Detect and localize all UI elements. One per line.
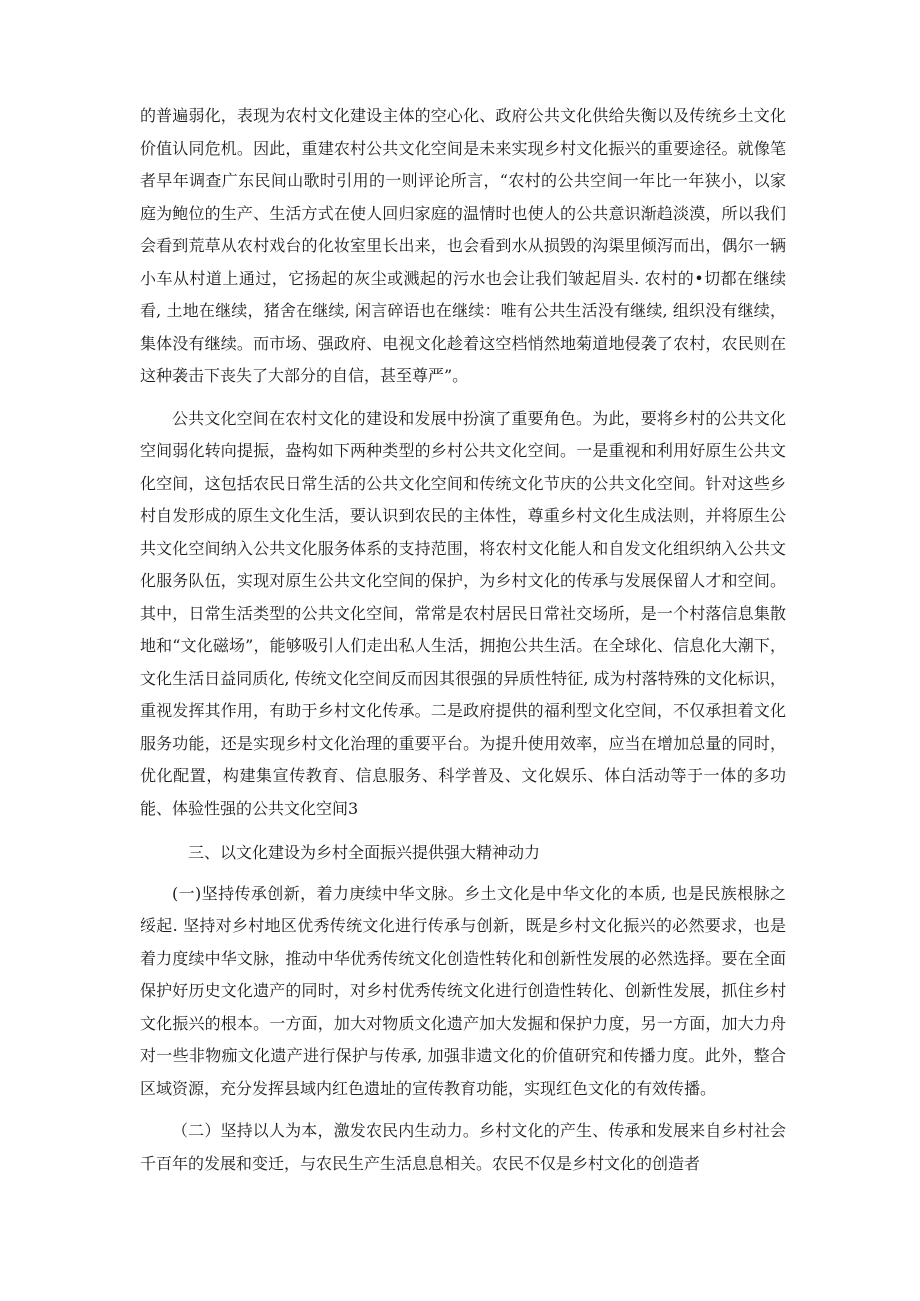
paragraph-public-culture-role: 公共文化空间在农村文化的建设和发展中扮演了重要角色。为此，要将乡村的公共文化空间弱化转向提振，盎构如下两种类型的乡村公共文化空间。一是重视和利用好原生公共文化空间，这包括农民日常生活的公共文化空间和传统文化节庆的公共文化空间。针对这些乡村自发形成的原生文化生活，要认识到农民的主体性，尊重乡村文化生成法则，并将原生公共文化空间纳入公共文化服务体系的支持范围，将农村文化能人和自发文化组织纳入公共文化服务队伍，实现对原生公共文化空间的保护，为乡村文化的传承与发展保留人才和空间。其中，日常生活类型的公共文化空间，常常是农村居民日常社交场所，是一个村落信息集散地和“文化磁场”，能够吸引人们走出私人生活，拥抱公共生活。在全球化、信息化大潮下，文化生活日益同质化, 传统文化空间反而因其很强的异质性特征, 成为村落特殊的文化标识，重视发挥其作用，有助于乡村文化传承。二是政府提供的福利型文化空间，不仅承担着文化服务功能，还是实现乡村文化治理的重要平台。为提升使用效率，应当在增加总量的同时，优化配置，构建集宣传教育、信息服务、科学普及、文化娱乐、体白活动等于一体的多功能、体验性强的公共文化空间3: [140, 408, 786, 818]
paragraph-people-oriented: （二）坚持以人为本，激发农民内生动力。乡村文化的产生、传承和发展来自乡村社会千百年的发展和变迁，与农民生产生活息息相关。农民不仅是乡村文化的创造者: [140, 1121, 786, 1173]
paragraph-gap: [140, 393, 786, 403]
paragraph-inherit-innovate: (一)坚持传承创新，着力庚续中华文脉。乡土文化是中华文化的本质, 也是民族根脉之绥起. 坚持对乡村地区优秀传统文化进行传承与创新，既是乡村文化振兴的必然要求，也是着力度续中华文脉，推动中华优秀传统文化创造性转化和创新性发展的必然选择。要在全面保护好历史文化遗产的同时，对乡村优秀传统文化进行创造性转化、创新性发展，抓住乡村文化振兴的根本。一方面，加大对物质文化遗产加大发掘和保护力度，另一方面，加大力舟对一些非物痂文化遗产进行保护与传承, 加强非遗文化的价值研究和传播力度。此外，整合区域资源，充分发挥县域内红色遗址的宣传教育功能，实现红色文化的有效传播。: [140, 883, 786, 1098]
paragraph-gap: [140, 1105, 786, 1115]
paragraph-rural-public-space: 的普遍弱化，表现为农村文化建设主体的空心化、政府公共文化供给失衡以及传统乡土文化价值认同危机。因此，重建农村公共文化空间是未来实现乡村文化振兴的重要途径。就像笔者早年调查广东民间山歌时引用的一则评论所言，“农村的公共空间一年比一年狭小，以家庭为鲍位的生产、生活方式在使人回归家庭的温情时也使人的公共意识渐趋淡漠，所以我们会看到荒草从农村戏台的化妆室里长出来，也会看到水从损毁的沟渠里倾泻而出，偶尔一辆小车从村道上通过，它扬起的灰尘或溅起的污水也会让我们皱起眉头. 农村的•切都在继续看, 土地在继续，猪舍在继续, 闲言碎语也在继续：唯有公共生活没有继续, 组织没有继续，集体没有继续。而市场、强政府、电视文化趁着这空档悄然地菊道地侵袭了农村，农民则在这种袭击下丧失了大部分的自信，甚至尊严”。: [140, 106, 786, 385]
section-heading: 三、以文化建设为乡村全面振兴提供强大精神动力: [188, 843, 541, 862]
